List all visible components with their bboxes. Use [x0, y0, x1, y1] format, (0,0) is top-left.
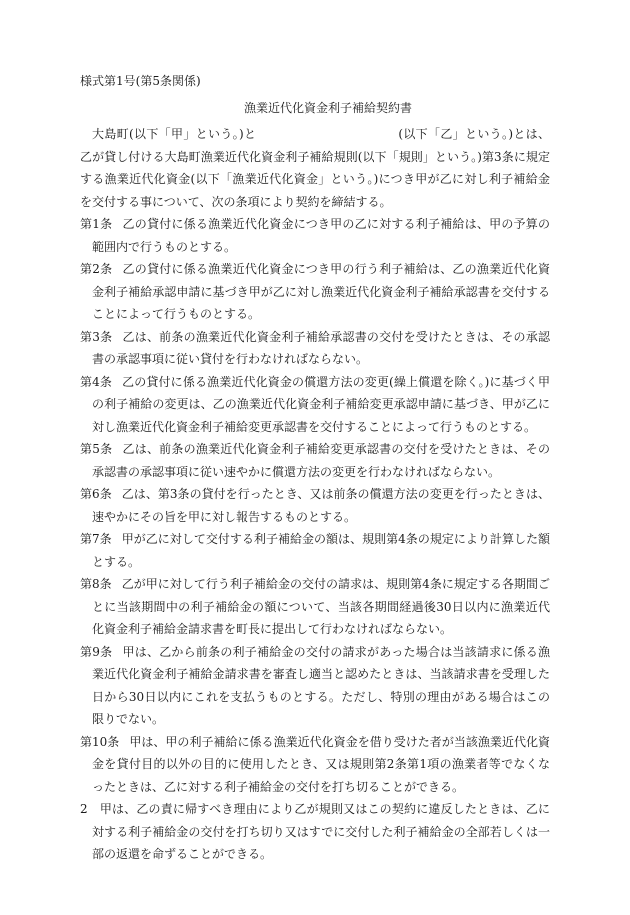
article-text: 甲は、甲の利子補給に係る漁業近代化資金を借り受けた者が当該漁業近代化資金を貸付目的以外の目的に使用したとき、又は規則第2条第1項の漁業者等でなくなったときは、乙に対する利子補給金の交付を打ち切ることができる。	[92, 734, 550, 794]
clause-text: 甲は、乙の責に帰すべき理由により乙が規則又はこの契約に違反したときは、乙に対する利子補給金の交付を打ち切り又はすでに交付した利子補給金の全部若しくは一部の返還を命ずることができる。	[92, 802, 550, 861]
form-number: 様式第1号(第5条関係)	[80, 74, 201, 88]
article-text: 乙は、前条の漁業近代化資金利子補給承認書の交付を受けたときは、その承認書の承認事項に従い貸付を行わなければならない。	[92, 329, 550, 366]
article-text: 乙の貸付に係る漁業近代化資金につき甲の乙に対する利子補給は、甲の予算の範囲内で行うものとする。	[92, 217, 551, 254]
article-number: 第3条	[80, 329, 113, 344]
article-number: 第6条	[80, 487, 112, 501]
article-text: 乙の貸付に係る漁業近代化資金につき甲の行う利子補給は、乙の漁業近代化資金利子補給承認申請に基づき甲が乙に対し漁業近代化資金利子補給承認書を交付することによって行うものとする。	[92, 262, 551, 321]
preamble	[80, 123, 550, 213]
article-1	[80, 213, 550, 258]
preamble-rest: (以下「乙」という。)とは、乙が貸し付ける大島町漁業近代化資金利子補給規則(以下「規則」という。)第3条に規定する漁業近代化資金(以下「漁業近代化資金」という。)につき甲が乙に対し利子補給金を交付する事について、次の条項により契約を締結する。	[80, 127, 550, 209]
article-text: 乙は、前条の漁業近代化資金利子補給変更承認書の交付を受けたときは、その承認書の承認事項に従い速やかに償還方法の変更を行わなければならない。	[92, 442, 550, 479]
article-2	[80, 258, 550, 326]
clause-number: 2	[80, 802, 88, 816]
preamble-start: 大島町(以下「甲」という。)と	[92, 127, 257, 141]
article-9	[80, 641, 550, 731]
article-3	[80, 326, 550, 371]
article-number: 第4条	[80, 374, 113, 389]
article-text: 乙が甲に対して行う利子補給金の交付の請求は、規則第4条に規定する各期間ごとに当該期間中の利子補給金の額について、当該各期間経過後30日以内に漁業近代化資金利子補給金請求書を町長に提出して行わなければならない。	[92, 577, 551, 636]
article-number: 第2条	[80, 262, 113, 276]
article-number: 第8条	[80, 577, 112, 591]
article-text: 甲は、乙から前条の利子補給金の交付の請求があった場合は当該請求に係る漁業近代化資金利子補給金請求書を審査し適当と認めたときは、当該請求書を受理した日から30日以内にこれを支払うものとする。ただし、特別の理由がある場合はこの限りでない。	[92, 644, 550, 726]
article-8	[80, 573, 550, 641]
contract-body	[80, 123, 550, 866]
article-10-clause-2	[80, 798, 550, 866]
article-6	[80, 483, 550, 528]
article-number: 第7条	[80, 532, 112, 546]
article-number: 第10条	[80, 734, 120, 749]
article-number: 第1条	[80, 217, 113, 231]
article-5	[80, 438, 550, 483]
article-4	[80, 371, 550, 439]
document-title: 漁業近代化資金利子補給契約書	[243, 101, 412, 115]
article-text: 乙は、第3条の貸付を行ったとき、又は前条の償還方法の変更を行ったときは、速やかにその旨を甲に対し報告するものとする。	[92, 487, 550, 524]
article-number: 第9条	[80, 644, 113, 659]
article-number: 第5条	[80, 442, 113, 456]
article-7	[80, 528, 550, 573]
article-text: 甲が乙に対して交付する利子補給金の額は、規則第4条の規定により計算した額とする。	[92, 532, 551, 569]
article-10	[80, 731, 550, 799]
article-text: 乙の貸付に係る漁業近代化資金の償還方法の変更(繰上償還を除く。)に基づく甲の利子補給の変更は、乙の漁業近代化資金利子補給変更承認申請に基づき、甲が乙に対し漁業近代化資金利子補給変更承認書を交付することによって行うものとする。	[92, 374, 550, 434]
